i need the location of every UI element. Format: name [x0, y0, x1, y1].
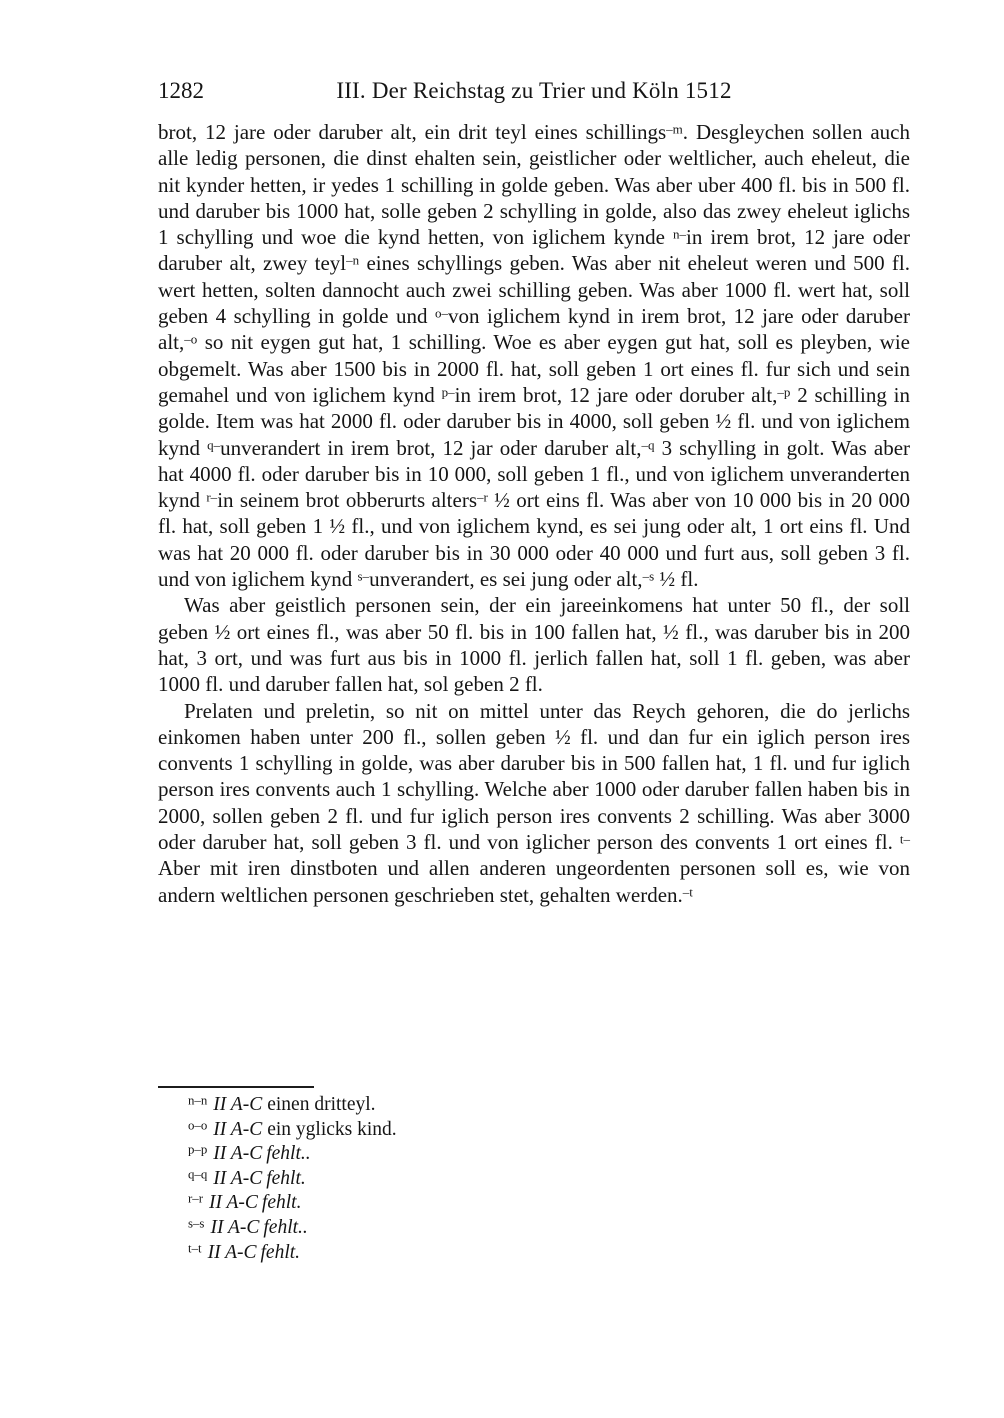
text-run: Aber mit iren dinstboten und allen anderen ungeordenten personen soll es, wie von andern weltlichen personen geschrieben stet, gehalten werden. — [158, 856, 910, 907]
variant-marker: –n — [346, 253, 360, 269]
footnote-source-sigla: II A-C — [210, 1216, 260, 1238]
footnote-marker: s–s — [188, 1216, 205, 1231]
text-run: eines schyllings geben. Was aber nit eheleut weren und 500 fl. wert hetten, solten dannocht auch zwei schilling geben. Was aber 1000 fl. wert hat, soll geben 4 schylling in golde und — [158, 251, 910, 329]
footnote-item — [188, 1093, 910, 1118]
paragraph-1 — [158, 119, 910, 592]
text-run: in irem brot, 12 jare oder daruber alt, zwey teyl — [158, 225, 910, 276]
variant-marker: t– — [899, 831, 910, 847]
text-run: in irem brot, 12 jare oder doruber alt, — [454, 382, 778, 407]
footnote-item — [188, 1142, 910, 1167]
variant-marker: s– — [357, 568, 370, 584]
text-run: so nit eygen gut hat, 1 schilling. Woe es aber eygen gut hat, soll es pleyben, wie obgemelt. Was aber 1500 bis in 2000 fl. hat, soll geben 1 ort eines fl. fur sich und sein gemahel und von iglichem kynd — [158, 330, 910, 407]
footnote-marker: o–o — [188, 1118, 208, 1133]
variant-marker: q– — [207, 437, 221, 453]
footnote-separator-rule — [158, 1086, 314, 1088]
footnote-text: fehlt. — [266, 1167, 306, 1189]
text-column — [158, 0, 910, 908]
footnote-text: fehlt. — [260, 1241, 301, 1263]
variant-marker: n– — [673, 226, 687, 242]
running-title: III. Der Reichstag zu Trier und Köln 1512 — [336, 78, 732, 103]
variant-marker: p– — [441, 384, 455, 400]
footnote-item — [188, 1118, 910, 1143]
footnote-source-sigla: II A-C — [213, 1167, 263, 1189]
footnote-text: fehlt.. — [266, 1143, 311, 1165]
variant-marker: –o — [184, 331, 198, 347]
text-run: . Desgleychen sollen auch alle ledig personen, die dinst ehalten sein, geistlicher oder weltlicher, auch eheleut, die nit kynder hetten, ir yedes 1 schilling in golde geben. Was aber uber 400 fl. bis in 500 fl. und daruber bis 1000 hat, solle geben 2 schylling in golde, also das zwey eheleut iglichs 1 schylling und woe die kynd hetten, von iglichem kynde — [158, 120, 910, 250]
text-run: ½ fl. — [654, 567, 699, 592]
footnotes-section — [158, 1086, 910, 1265]
variant-marker: –r — [477, 489, 488, 505]
footnote-text: fehlt.. — [263, 1216, 308, 1238]
paragraph-3 — [158, 698, 910, 908]
variant-marker: –m — [666, 121, 683, 137]
text-run: in seinem brot obberurts alters — [217, 488, 477, 513]
text-run: unverandert, es sei jung oder alt, — [369, 567, 643, 592]
footnote-source-sigla: II A-C — [207, 1241, 257, 1263]
paragraph-2 — [158, 592, 910, 697]
page-number: 1282 — [158, 78, 204, 103]
text-run: brot, 12 jare oder daruber alt, ein drit teyl eines schillings — [158, 120, 667, 144]
footnote-text: einen dritteyl. — [267, 1094, 376, 1115]
text-run: Was aber geistlich personen sein, der ein jareeinkomens hat unter 50 fl., der soll geben ½ ort eines fl., was aber 50 fl. bis in 100 fallen hat, ½ fl., was daruber bis in 200 hat, 3 ort, und was furt aus bis in 1000 fl. jerlich fallen hat, soll 1 fl. geben, was aber 1000 fl. und daruber fallen hat, sol geben 2 fl. — [158, 593, 910, 697]
variant-marker: –p — [777, 384, 791, 400]
footnote-item — [188, 1241, 910, 1266]
footnote-list — [158, 1093, 910, 1265]
text-run: 2 schilling in golde. Item was hat 2000 fl. oder daruber bis in 4000, soll geben ½ fl. und von iglichem kynd — [158, 382, 910, 460]
footnote-item — [188, 1167, 910, 1192]
variant-marker: –t — [682, 884, 693, 900]
footnote-marker: t–t — [188, 1241, 202, 1256]
footnote-marker: n–n — [188, 1093, 208, 1108]
footnote-marker: q–q — [188, 1167, 208, 1182]
footnote-marker: p–p — [188, 1142, 208, 1157]
variant-marker: r– — [206, 489, 218, 505]
variant-marker: –q — [641, 437, 655, 453]
text-run: von iglichem kynd in irem brot, 12 jare oder daruber alt, — [158, 304, 910, 355]
page-header — [158, 0, 910, 105]
footnote-item — [188, 1216, 910, 1241]
footnote-text: ein yglicks kind. — [267, 1118, 397, 1140]
variant-marker: o– — [434, 305, 448, 321]
text-run: ½ ort eins fl. Was aber von 10 000 bis in 20 000 fl. hat, soll geben 1 ½ fl., und von iglichem kynd, es sei jung oder alt, 1 ort eins fl. Und was hat 20 000 fl. oder daruber bis in 30 000 oder 40 000 und furt aus, soll geben 3 fl. und von iglichem kynd — [158, 488, 911, 592]
text-run: unverandert in irem brot, 12 jar oder daruber alt, — [220, 435, 642, 460]
footnote-source-sigla: II A-C — [213, 1094, 263, 1115]
text-run: 3 schylling in golt. Was aber hat 4000 fl. oder daruber bis in 10 000, soll geben 1 fl., und von iglichem unveranderten kynd — [158, 435, 911, 513]
footnote-source-sigla: II A-C — [209, 1192, 258, 1214]
text-run: Prelaten und preletin, so nit on mittel unter das Reych gehoren, die do jerlichs einkomen haben unter 200 fl., sollen geben ½ fl. und dan fur ein iglich person ires convents 1 schylling in golde, was aber daruber bis in 500 fallen hat, 1 fl. und fur iglich person ires convents auch 1 schylling. Welche aber 1000 oder daruber fallen haben bis in 2000, sollen geben 2 fl. und fur iglich person ires convents 2 schilling. Was aber 3000 oder daruber hat, soll geben 3 fl. und von iglicher person des convents 1 ort eines fl. — [158, 698, 910, 855]
footnote-text: fehlt. — [261, 1192, 302, 1214]
footnote-source-sigla: II A-C — [213, 1118, 263, 1140]
footnote-source-sigla: II A-C — [213, 1143, 263, 1165]
main-text-block — [158, 119, 910, 908]
variant-marker: –s — [642, 568, 655, 584]
footnote-item — [188, 1191, 910, 1216]
footnote-marker: r–r — [188, 1191, 203, 1206]
